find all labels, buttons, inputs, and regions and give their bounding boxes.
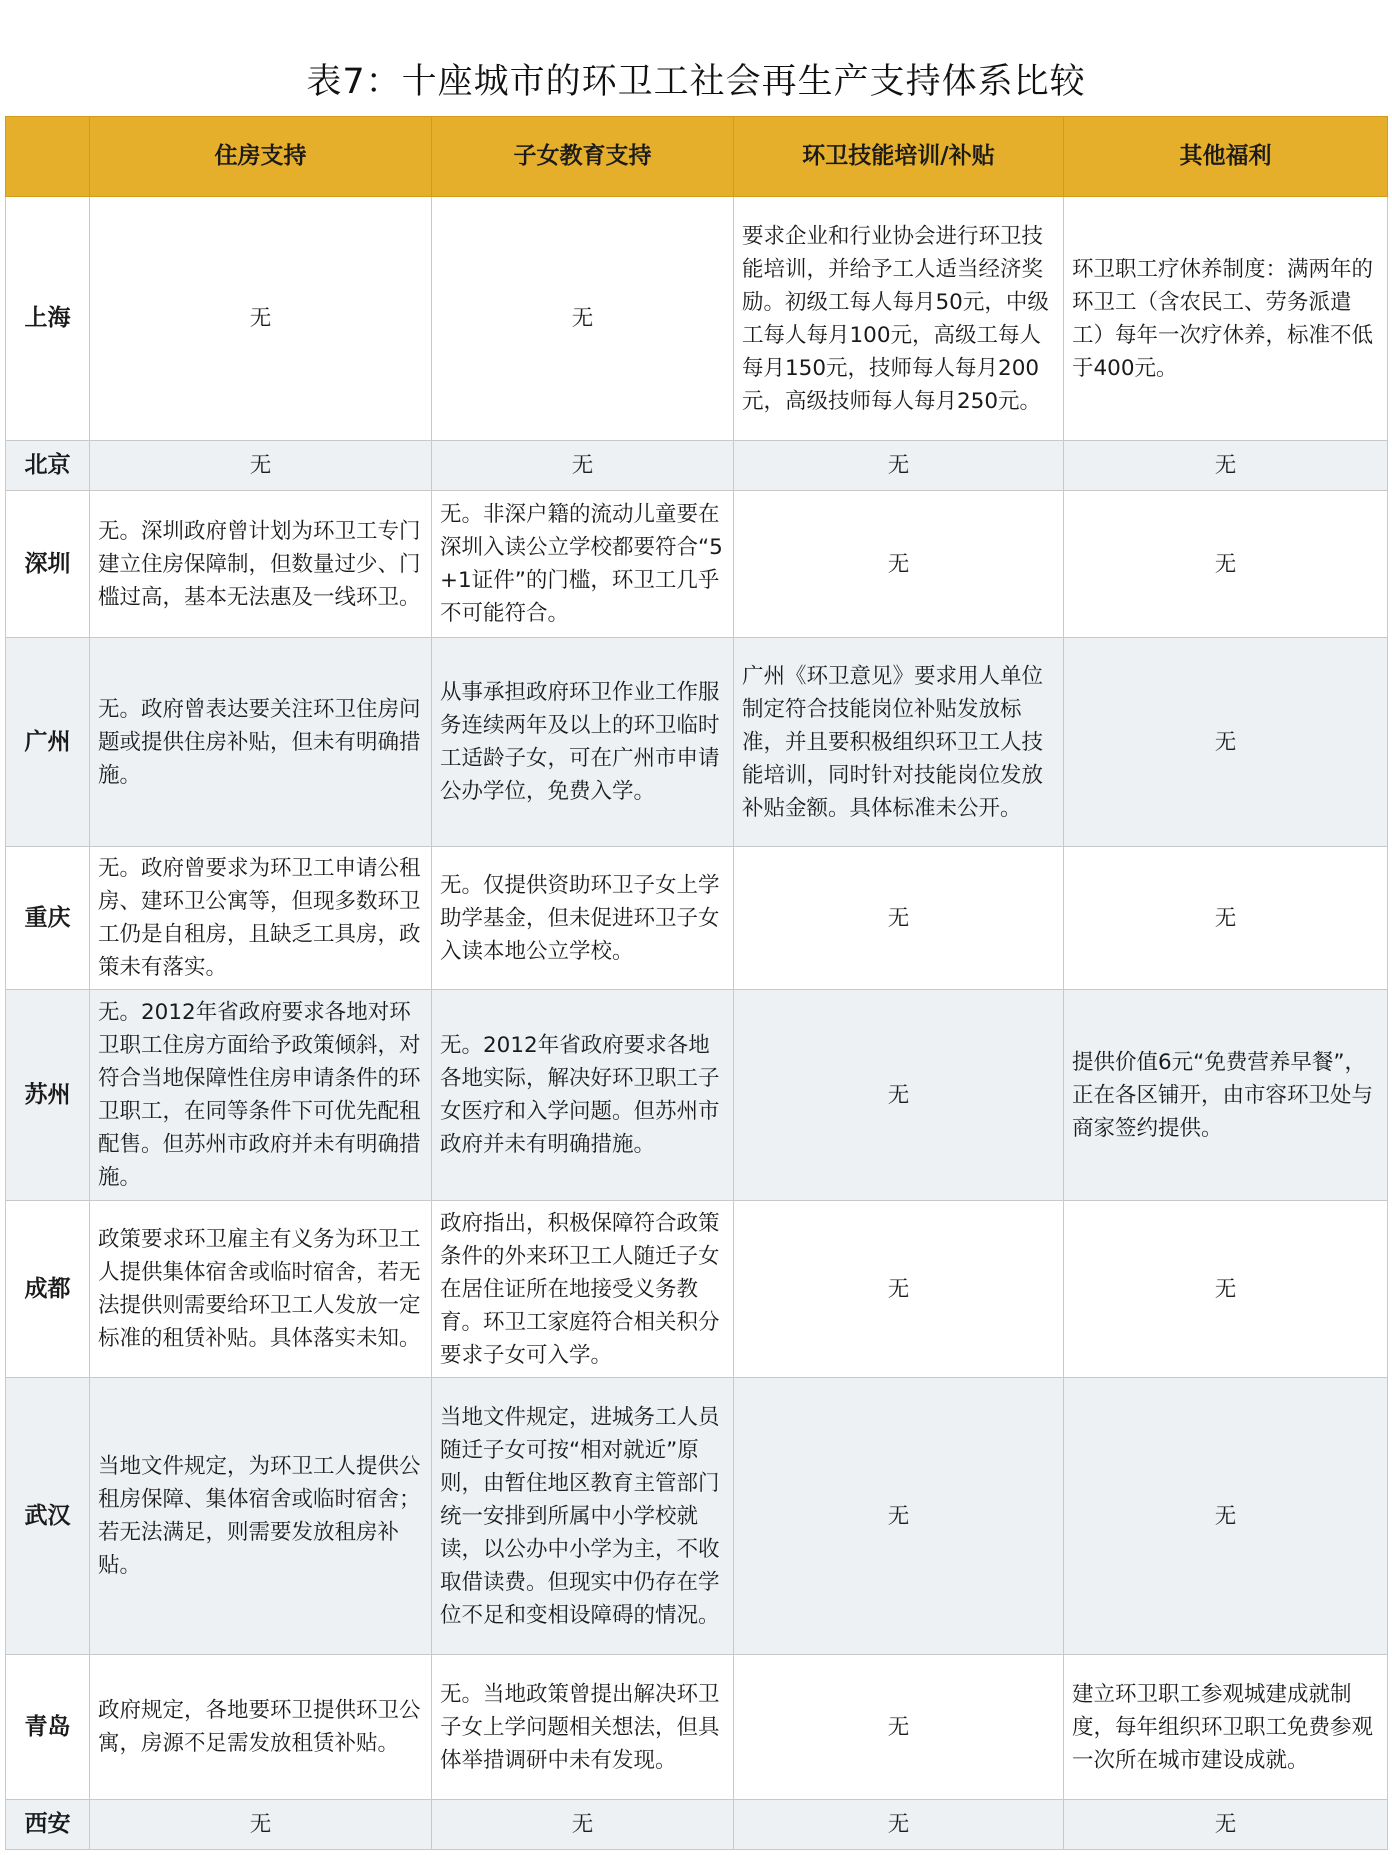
training-cell: 无 xyxy=(734,1800,1064,1850)
education-cell: 无。2012年省政府要求各地各地实际，解决好环卫职工子女医疗和入学问题。但苏州市政府并未有明确措施。 xyxy=(432,990,734,1201)
table-row xyxy=(6,990,1388,1201)
header-other-benefits: 其他福利 xyxy=(1064,117,1388,197)
housing-cell: 无 xyxy=(90,197,432,441)
other-cell: 建立环卫职工参观城建成就制度，每年组织环卫职工免费参观一次所在城市建设成就。 xyxy=(1064,1655,1388,1800)
table-row xyxy=(6,847,1388,990)
housing-cell: 无。政府曾表达要关注环卫住房问题或提供住房补贴，但未有明确措施。 xyxy=(90,638,432,847)
header-education: 子女教育支持 xyxy=(432,117,734,197)
comparison-table xyxy=(5,116,1388,1850)
other-cell: 无 xyxy=(1064,847,1388,990)
training-cell: 无 xyxy=(734,491,1064,638)
education-cell: 无。仅提供资助环卫子女上学助学基金，但未促进环卫子女入读本地公立学校。 xyxy=(432,847,734,990)
city-cell: 深圳 xyxy=(6,491,90,638)
header-training: 环卫技能培训/补贴 xyxy=(734,117,1064,197)
other-cell: 环卫职工疗休养制度：满两年的环卫工（含农民工、劳务派遣工）每年一次疗休养，标准不低于400元。 xyxy=(1064,197,1388,441)
city-cell: 青岛 xyxy=(6,1655,90,1800)
city-cell: 上海 xyxy=(6,197,90,441)
other-cell: 无 xyxy=(1064,441,1388,491)
education-cell: 当地文件规定，进城务工人员随迁子女可按“相对就近”原则，由暂住地区教育主管部门统一安排到所属中小学校就读，以公办中小学为主，不收取借读费。但现实中仍存在学位不足和变相设障碍的情况。 xyxy=(432,1378,734,1655)
table-row xyxy=(6,491,1388,638)
other-cell: 无 xyxy=(1064,1378,1388,1655)
other-cell: 无 xyxy=(1064,638,1388,847)
housing-cell: 无。深圳政府曾计划为环卫工专门建立住房保障制，但数量过少、门槛过高，基本无法惠及一线环卫。 xyxy=(90,491,432,638)
header-corner-cell xyxy=(6,117,90,197)
training-cell: 要求企业和行业协会进行环卫技能培训，并给予工人适当经济奖励。初级工每人每月50元，中级工每人每月100元，高级工每人每月150元，技师每人每月200元，高级技师每人每月250元。 xyxy=(734,197,1064,441)
housing-cell: 政府规定，各地要环卫提供环卫公寓，房源不足需发放租赁补贴。 xyxy=(90,1655,432,1800)
training-cell: 广州《环卫意见》要求用人单位制定符合技能岗位补贴发放标准，并且要积极组织环卫工人技能培训，同时针对技能岗位发放补贴金额。具体标准未公开。 xyxy=(734,638,1064,847)
city-cell: 武汉 xyxy=(6,1378,90,1655)
other-cell: 无 xyxy=(1064,1201,1388,1378)
housing-cell: 无。2012年省政府要求各地对环卫职工住房方面给予政策倾斜，对符合当地保障性住房申请条件的环卫职工，在同等条件下可优先配租配售。但苏州市政府并未有明确措施。 xyxy=(90,990,432,1201)
housing-cell: 政策要求环卫雇主有义务为环卫工人提供集体宿舍或临时宿舍，若无法提供则需要给环卫工人发放一定标准的租赁补贴。具体落实未知。 xyxy=(90,1201,432,1378)
city-cell: 苏州 xyxy=(6,990,90,1201)
header-housing: 住房支持 xyxy=(90,117,432,197)
training-cell: 无 xyxy=(734,1201,1064,1378)
education-cell: 政府指出，积极保障符合政策条件的外来环卫工人随迁子女在居住证所在地接受义务教育。环卫工家庭符合相关积分要求子女可入学。 xyxy=(432,1201,734,1378)
training-cell: 无 xyxy=(734,1655,1064,1800)
table-row xyxy=(6,197,1388,441)
city-cell: 广州 xyxy=(6,638,90,847)
city-cell: 成都 xyxy=(6,1201,90,1378)
training-cell: 无 xyxy=(734,990,1064,1201)
city-cell: 重庆 xyxy=(6,847,90,990)
city-cell: 北京 xyxy=(6,441,90,491)
housing-cell: 无。政府曾要求为环卫工申请公租房、建环卫公寓等，但现多数环卫工仍是自租房，且缺乏工具房，政策未有落实。 xyxy=(90,847,432,990)
education-cell: 无 xyxy=(432,197,734,441)
training-cell: 无 xyxy=(734,441,1064,491)
education-cell: 无 xyxy=(432,1800,734,1850)
city-cell: 西安 xyxy=(6,1800,90,1850)
housing-cell: 无 xyxy=(90,1800,432,1850)
table-row xyxy=(6,441,1388,491)
education-cell: 无。非深户籍的流动儿童要在深圳入读公立学校都要符合“5+1证件”的门槛，环卫工几乎不可能符合。 xyxy=(432,491,734,638)
education-cell: 无。当地政策曾提出解决环卫子女上学问题相关想法，但具体举措调研中未有发现。 xyxy=(432,1655,734,1800)
table-row xyxy=(6,1378,1388,1655)
table-header-row xyxy=(6,117,1388,197)
table-row xyxy=(6,1800,1388,1850)
education-cell: 从事承担政府环卫作业工作服务连续两年及以上的环卫临时工适龄子女，可在广州市申请公办学位，免费入学。 xyxy=(432,638,734,847)
training-cell: 无 xyxy=(734,847,1064,990)
training-cell: 无 xyxy=(734,1378,1064,1655)
table-row xyxy=(6,1655,1388,1800)
housing-cell: 无 xyxy=(90,441,432,491)
table-row xyxy=(6,1201,1388,1378)
education-cell: 无 xyxy=(432,441,734,491)
other-cell: 无 xyxy=(1064,491,1388,638)
other-cell: 提供价值6元“免费营养早餐”，正在各区铺开，由市容环卫处与商家签约提供。 xyxy=(1064,990,1388,1201)
table-row xyxy=(6,638,1388,847)
housing-cell: 当地文件规定，为环卫工人提供公租房保障、集体宿舍或临时宿舍；若无法满足，则需要发放租房补贴。 xyxy=(90,1378,432,1655)
page-title: 表7：十座城市的环卫工社会再生产支持体系比较 xyxy=(306,62,1086,102)
other-cell: 无 xyxy=(1064,1800,1388,1850)
